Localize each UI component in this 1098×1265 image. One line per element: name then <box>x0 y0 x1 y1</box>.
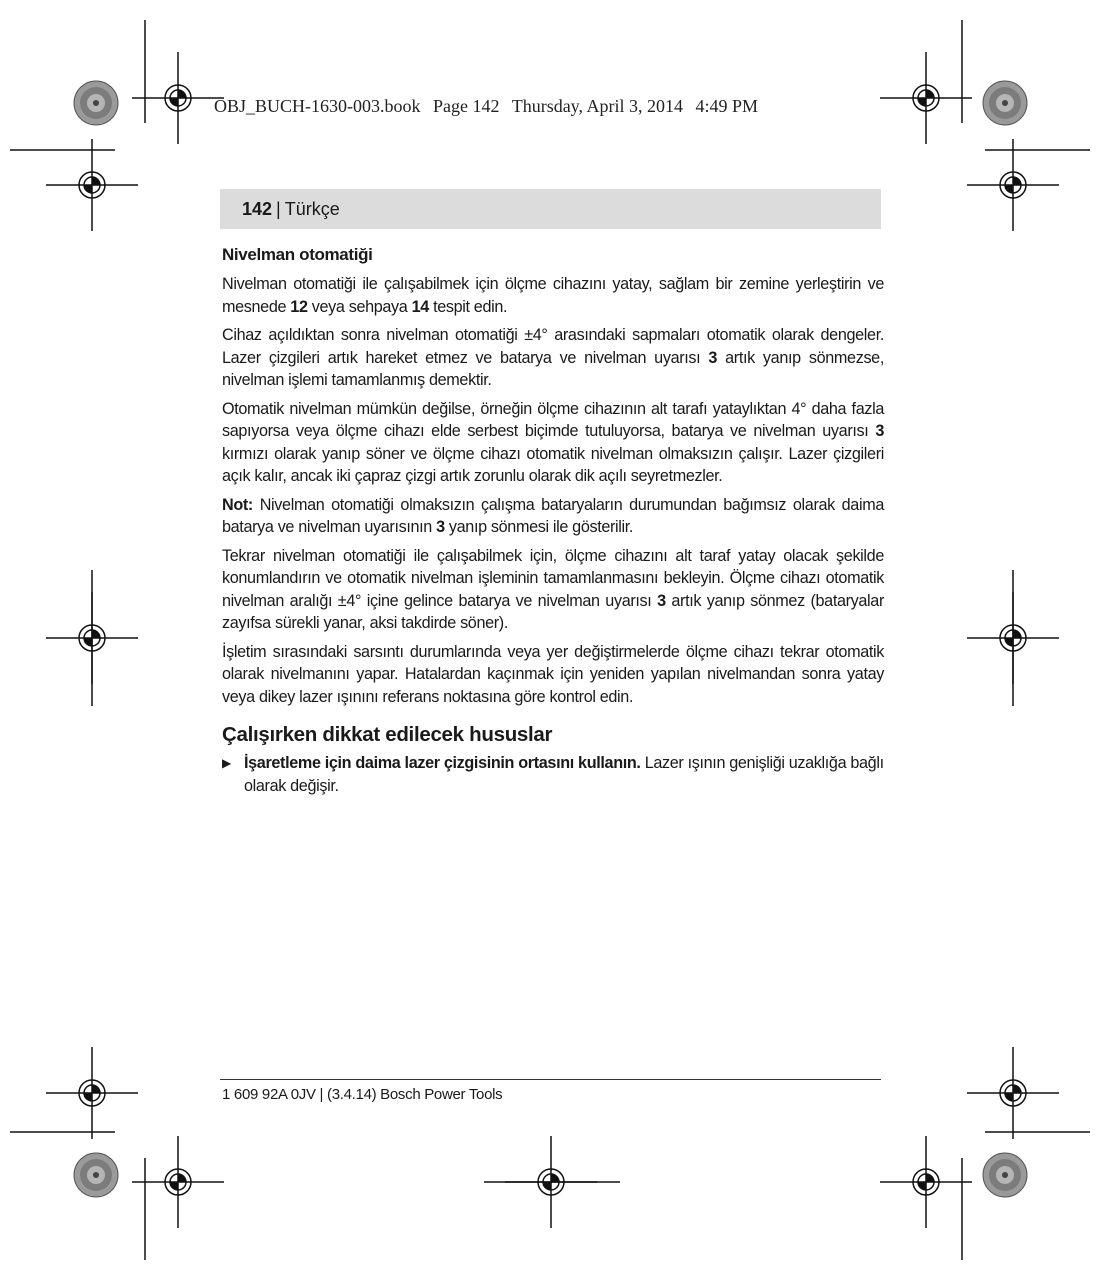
section-heading-calisirken: Çalışırken dikkat edilecek hususlar <box>222 723 553 746</box>
book-date: Thursday, April 3, 2014 <box>511 96 684 116</box>
footer-text: 1 609 92A 0JV | (3.4.14) Bosch Power Tools <box>222 1086 503 1103</box>
triangle-bullet-icon: ▶ <box>222 756 231 770</box>
page-header-band <box>220 189 881 229</box>
page-number: 142 <box>242 198 273 219</box>
paragraph-5: Tekrar nivelman otomatiği ile çalışabilmek için, ölçme cihazını alt taraf yatay olacak şekilde konumlandırın ve otomatik nivelman işleminin tamamlanmasını bekleyin. Ölçme cihazı otomatik nivelman aralığı ±4° içine gelince batarya ve nivelman uyarısı 3 artık yanıp sönmez (bataryalar zayıfsa sürekli yanar, aksi takdirde söner). <box>222 546 884 632</box>
list-item <box>222 752 884 797</box>
footer-divider <box>220 1079 881 1080</box>
ref-number: 3 <box>875 422 884 440</box>
ref-number: 3 <box>657 591 666 610</box>
book-time: 4:49 PM <box>695 96 759 116</box>
paragraph-1: Nivelman otomatiği ile çalışabilmek için ölçme cihazını yatay, sağlam bir zemine yerleştirin ve mesnede 12 veya sehpaya 14 tespit edin. <box>222 275 884 316</box>
section-heading-nivelman: Nivelman otomatiği <box>222 245 373 264</box>
page-separator: | <box>276 198 281 219</box>
book-page: Page 142 <box>433 96 500 116</box>
main-content <box>222 243 884 797</box>
note-label: Not: <box>222 495 253 514</box>
ref-number: 12 <box>290 297 308 316</box>
paragraph-2: Cihaz açıldıktan sonra nivelman otomatiği ±4° arasındaki sapmaları otomatik olarak dengeler. Lazer çizgileri artık hareket etmez ve batarya ve nivelman uyarısı 3 artık yanıp sönmezse, nivelman işlemi tamamlanmış demektir. <box>222 326 884 389</box>
page-language: Türkçe <box>284 198 340 219</box>
paragraph-3: Otomatik nivelman mümkün değilse, örneğin ölçme cihazının alt tarafı yataylıktan 4° daha fazla sapıyorsa veya ölçme cihazı elde serbest biçimde tutuluyorsa, batarya ve nivelman uyarısı 3 kırmızı olarak yanıp söner ve ölçme cihazı otomatik nivelman olmaksızın çalışır. Lazer çizgileri açık kalır, ancak iki çapraz çizgi artık zorunlu olarak dik açılı seyretmezler. <box>222 399 884 485</box>
book-header <box>214 96 766 117</box>
bullet-text: Lazer ışının genişliği uzaklığa bağlı olarak değişir. <box>244 754 884 795</box>
bullet-bold-text: İşaretleme için daima lazer çizgisinin ortasını kullanın. <box>244 754 641 772</box>
ref-number: 14 <box>411 297 429 316</box>
ref-number: 3 <box>708 348 718 367</box>
ref-number: 3 <box>436 518 445 536</box>
note-paragraph: Not: Nivelman otomatiği olmaksızın çalışma bataryaların durumundan bağımsız olarak daima batarya ve nivelman uyarısının 3 yanıp sönmesi ile gösterilir. <box>222 495 884 536</box>
paragraph-6: İşletim sırasındaki sarsıntı durumlarında veya yer değiştirmelerde ölçme cihazı tekrar otomatik olarak nivelmanını yapar. Hatalardan kaçınmak için yeniden yapılan nivelmandan sonra yatay veya dikey lazer ışınını referans noktasına göre kontrol edin. <box>222 642 884 706</box>
book-file-name: OBJ_BUCH-1630-003.book <box>214 96 421 116</box>
